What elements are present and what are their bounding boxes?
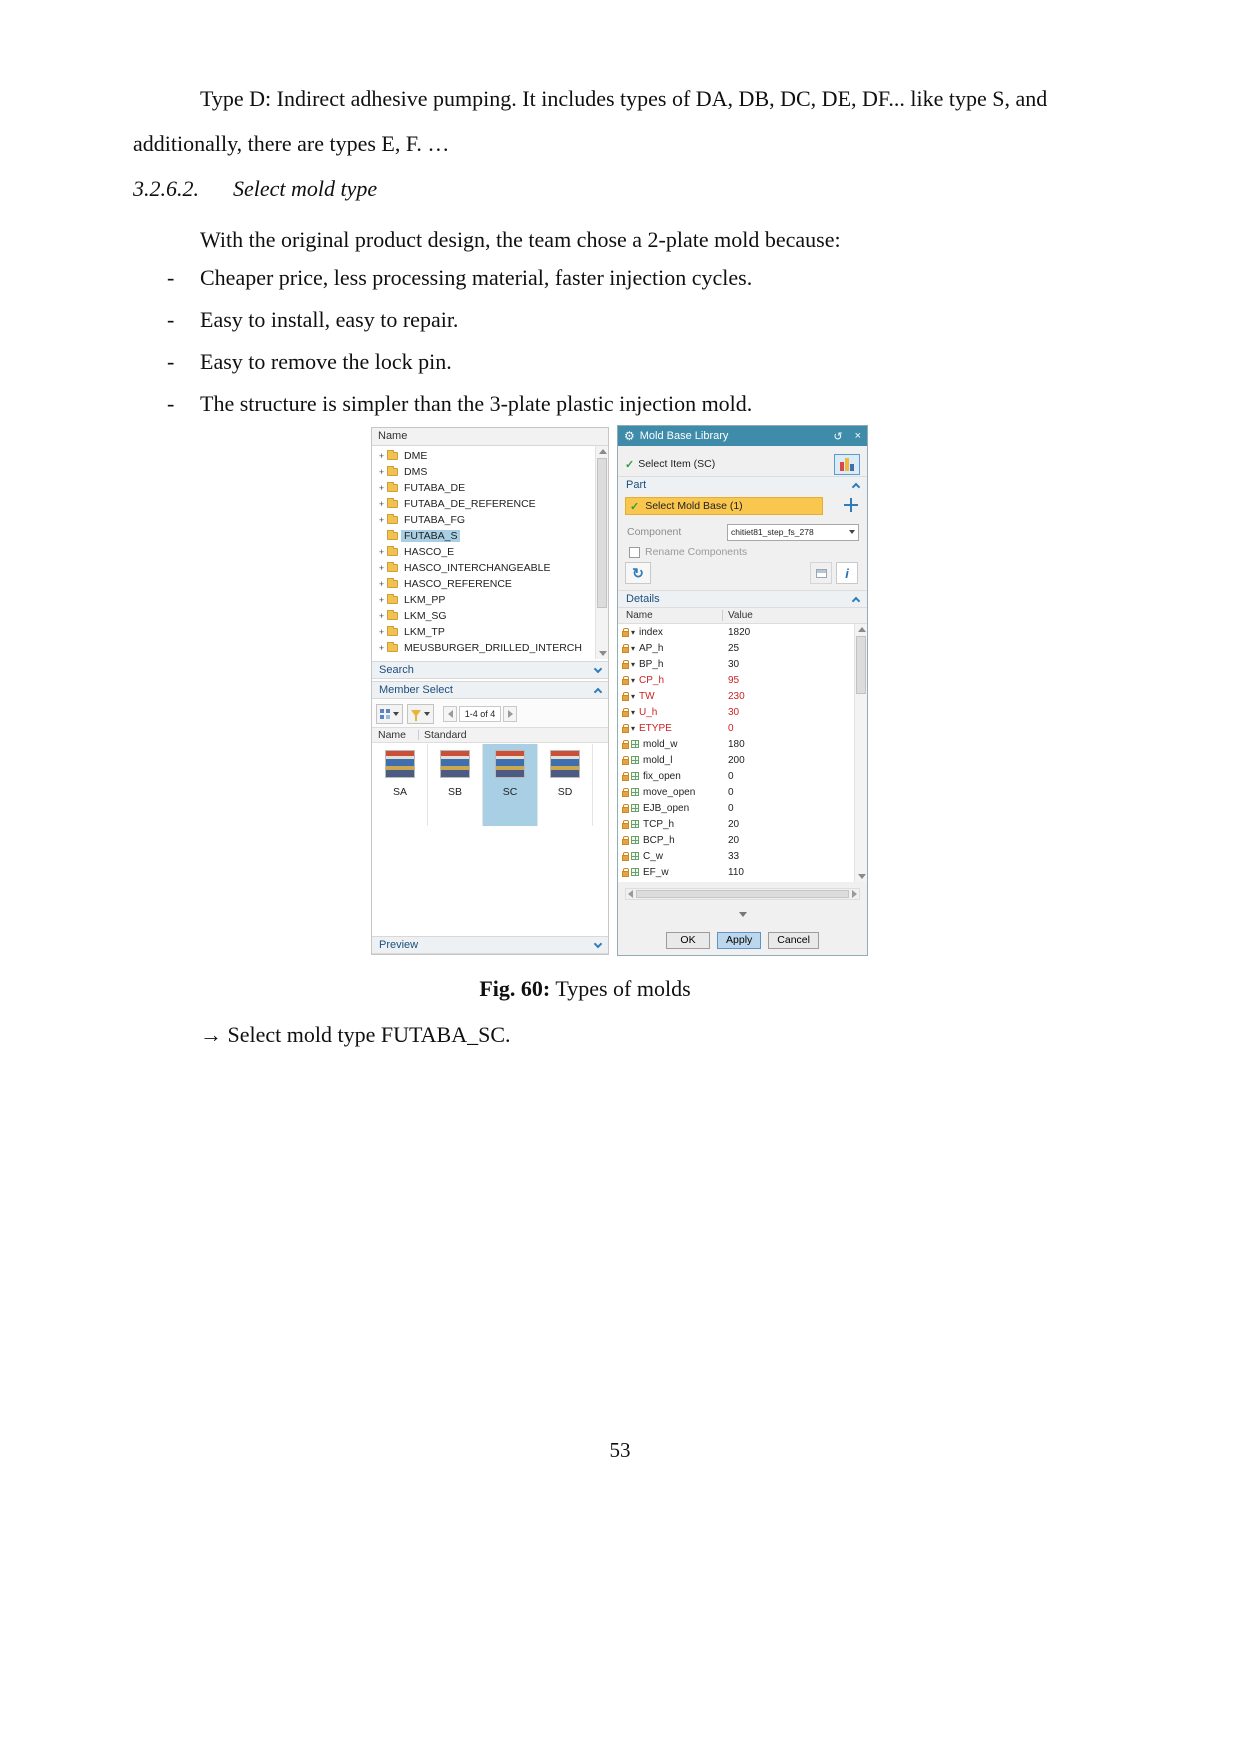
chevron-up-icon xyxy=(852,482,860,490)
tree-item-dme[interactable] xyxy=(372,448,595,464)
lock-icon xyxy=(622,727,629,733)
dialog-buttons xyxy=(618,929,867,951)
figure-caption: Fig. 60: Types of molds xyxy=(479,976,691,1001)
tree-item-futaba_fg[interactable] xyxy=(372,512,595,528)
pager xyxy=(443,706,517,722)
grid-icon xyxy=(631,772,639,780)
detail-value: 0 xyxy=(728,802,734,814)
mold-tree xyxy=(372,448,595,659)
expand-plus-icon[interactable]: + xyxy=(378,451,385,461)
filter-button[interactable] xyxy=(407,704,434,724)
paragraph-type-d: Type D: Indirect adhesive pumping. It includes types of DA, DB, DC, DE, DF... like type S, and additionally, there are types E, F. … xyxy=(133,86,1048,156)
pager-next-button[interactable] xyxy=(503,706,517,722)
lock-icon xyxy=(622,759,629,765)
detail-value: 0 xyxy=(728,770,734,782)
detail-value: 0 xyxy=(728,722,734,734)
bullet-dash: - xyxy=(167,307,175,332)
chevron-down-icon xyxy=(594,939,602,947)
filter-funnel-icon xyxy=(411,710,421,717)
folder-icon xyxy=(387,596,398,604)
tree-item-lkm_tp[interactable] xyxy=(372,624,595,640)
rotate-mold-base-button[interactable] xyxy=(625,562,651,584)
view-options-button[interactable] xyxy=(376,704,403,724)
detail-value: 200 xyxy=(728,754,745,766)
bullet-item: - Easy to install, easy to repair. xyxy=(167,299,1117,341)
component-dropdown[interactable]: chitiet81_step_fs_278 xyxy=(727,524,859,541)
expression-dropdown-icon: ▾ xyxy=(631,659,636,669)
detail-row-tcp_h[interactable] xyxy=(618,816,854,832)
expression-dropdown-icon: ▾ xyxy=(631,675,636,685)
chevron-up-icon xyxy=(852,596,860,604)
detail-name: EJB_open xyxy=(643,802,690,814)
bullet-dash: - xyxy=(167,265,175,290)
section-number: 3.2.6.2. xyxy=(133,176,199,201)
grid-icon xyxy=(631,788,639,796)
detail-value: 180 xyxy=(728,738,745,750)
dialog-body xyxy=(618,446,867,955)
expression-dropdown-icon: ▾ xyxy=(631,707,636,717)
member-grid xyxy=(373,744,593,826)
rename-components-row: Rename Components xyxy=(629,546,747,558)
reuse-library-button[interactable] xyxy=(834,454,860,475)
detail-row-ef_w[interactable] xyxy=(618,864,854,880)
tree-item-label: FUTABA_S xyxy=(401,530,460,542)
ok-button[interactable]: OK xyxy=(666,932,710,949)
figure-screenshot xyxy=(371,425,871,958)
detail-value: 20 xyxy=(728,834,740,846)
check-icon: ✓ xyxy=(630,500,640,513)
tree-item-label: FUTABA_DE_REFERENCE xyxy=(404,498,536,510)
detail-row-etype[interactable] xyxy=(618,720,854,736)
scroll-down-icon[interactable] xyxy=(599,651,607,656)
tree-item-lkm_sg[interactable] xyxy=(372,608,595,624)
tree-item-label: DME xyxy=(404,450,428,462)
component-row: Component chitiet81_step_fs_278 xyxy=(627,523,859,541)
detail-name: index xyxy=(639,626,663,638)
tree-item-futaba_de_reference[interactable] xyxy=(372,496,595,512)
select-mold-base-row[interactable]: ✓ Select Mold Base (1) xyxy=(625,497,823,515)
scroll-right-icon[interactable] xyxy=(852,890,857,898)
information-window-button[interactable] xyxy=(810,562,832,584)
member-columns-header: Name Standard xyxy=(372,727,608,743)
detail-row-c_w[interactable] xyxy=(618,848,854,864)
folder-icon xyxy=(387,644,398,652)
pager-prev-button[interactable] xyxy=(443,706,457,722)
detail-row-cp_h[interactable] xyxy=(618,672,854,688)
lock-icon xyxy=(622,743,629,749)
expand-plus-icon[interactable]: + xyxy=(378,627,385,637)
expand-plus-icon[interactable]: + xyxy=(378,515,385,525)
expand-plus-icon[interactable]: + xyxy=(378,483,385,493)
figure-label: Fig. 60: xyxy=(479,976,551,1001)
member-label: SD xyxy=(557,786,573,798)
tree-item-label: LKM_SG xyxy=(404,610,447,622)
detail-name: fix_open xyxy=(643,770,681,782)
catalog-panel xyxy=(371,427,609,955)
detail-value: 230 xyxy=(728,690,745,702)
folder-icon xyxy=(387,612,398,620)
lock-icon xyxy=(622,647,629,653)
panel-resize-handle[interactable] xyxy=(618,908,867,920)
paragraph-intro: With the original product design, the team chose a 2-plate mold because: xyxy=(200,227,841,252)
lock-icon xyxy=(622,823,629,829)
lock-icon xyxy=(622,695,629,701)
bullet-item: - The structure is simpler than the 3-plate plastic injection mold. xyxy=(167,383,1117,425)
folder-icon xyxy=(387,580,398,588)
detail-row-move_open[interactable] xyxy=(618,784,854,800)
check-icon: ✓ xyxy=(625,458,635,471)
detail-row-mold_w[interactable] xyxy=(618,736,854,752)
detail-name: TCP_h xyxy=(643,818,675,830)
member-label: SA xyxy=(392,786,407,798)
grid-icon xyxy=(631,836,639,844)
detail-name: AP_h xyxy=(639,642,664,654)
detail-value: 30 xyxy=(728,706,740,718)
detail-row-mold_l[interactable] xyxy=(618,752,854,768)
lock-icon xyxy=(622,631,629,637)
detail-value: 95 xyxy=(728,674,740,686)
preview-section-header[interactable]: Preview xyxy=(372,936,608,954)
window-icon xyxy=(816,569,827,578)
grid-icon xyxy=(631,868,639,876)
bullet-dash: - xyxy=(167,349,175,374)
caret-down-icon xyxy=(849,530,855,534)
lock-icon xyxy=(622,839,629,845)
expand-plus-icon[interactable]: + xyxy=(378,499,385,509)
library-icon xyxy=(840,462,844,471)
grid-icon xyxy=(631,756,639,764)
close-icon[interactable]: × xyxy=(854,430,861,442)
detail-value: 0 xyxy=(728,786,734,798)
tree-item-lkm_pp[interactable] xyxy=(372,592,595,608)
tool-icon-row xyxy=(625,562,860,586)
resize-arrow-icon xyxy=(739,912,747,917)
detail-row-index[interactable] xyxy=(618,624,854,640)
detail-name: CP_h xyxy=(639,674,665,686)
chevron-up-icon xyxy=(594,687,602,695)
mold-base-dialog xyxy=(617,425,868,956)
member-label: SC xyxy=(502,786,518,798)
information-button[interactable] xyxy=(836,562,858,584)
tree-scrollbar[interactable] xyxy=(595,446,608,659)
tree-item-label: HASCO_INTERCHANGEABLE xyxy=(404,562,551,574)
pager-count: 1-4 of 4 xyxy=(459,706,501,722)
member-label: SB xyxy=(447,786,462,798)
point-constructor-icon[interactable] xyxy=(844,498,858,512)
grid-view-icon xyxy=(380,709,390,719)
detail-name: U_h xyxy=(639,706,658,718)
lock-icon xyxy=(622,711,629,717)
lock-icon xyxy=(622,679,629,685)
member-cell-sa[interactable] xyxy=(373,744,428,826)
tree-item-hasco_e[interactable] xyxy=(372,544,595,560)
scroll-down-icon[interactable] xyxy=(858,874,866,879)
folder-icon xyxy=(387,484,398,492)
tree-item-label: MEUSBURGER_DRILLED_INTERCH xyxy=(404,642,582,654)
search-section-header[interactable]: Search xyxy=(372,661,608,679)
lock-icon xyxy=(622,663,629,669)
tree-item-label: FUTABA_DE xyxy=(404,482,466,494)
detail-value: 1820 xyxy=(728,626,751,638)
apply-button[interactable]: Apply xyxy=(717,932,761,949)
folder-icon xyxy=(387,532,398,540)
grid-icon xyxy=(631,740,639,748)
folder-icon xyxy=(387,516,398,524)
expand-plus-icon[interactable]: + xyxy=(378,563,385,573)
tree-item-label: HASCO_E xyxy=(404,546,455,558)
bullet-item: - Easy to remove the lock pin. xyxy=(167,341,1117,383)
detail-name: BP_h xyxy=(639,658,664,670)
part-section-header[interactable]: Part xyxy=(618,476,867,493)
expand-plus-icon[interactable]: + xyxy=(378,595,385,605)
grid-icon xyxy=(631,820,639,828)
tree-item-futaba_de[interactable] xyxy=(372,480,595,496)
details-table-header: Name Value xyxy=(618,608,867,624)
scroll-thumb[interactable] xyxy=(636,890,849,898)
folder-icon xyxy=(387,452,398,460)
next-icon xyxy=(508,710,513,718)
tree-item-hasco_reference[interactable] xyxy=(372,576,595,592)
prev-icon xyxy=(448,710,453,718)
detail-value: 30 xyxy=(728,658,740,670)
grid-icon xyxy=(631,804,639,812)
bullet-list xyxy=(167,257,1117,425)
details-scrollbar[interactable] xyxy=(854,624,867,882)
member-cell-sc[interactable] xyxy=(483,744,538,826)
info-icon: i xyxy=(845,565,849,581)
tree-item-label: DMS xyxy=(404,466,428,478)
note-line: → Select mold type FUTABA_SC. xyxy=(200,1022,511,1047)
grid-icon xyxy=(631,852,639,860)
tree-item-dms[interactable] xyxy=(372,464,595,480)
expand-plus-icon[interactable]: + xyxy=(378,547,385,557)
lock-icon xyxy=(622,807,629,813)
detail-row-fix_open[interactable] xyxy=(618,768,854,784)
detail-value: 33 xyxy=(728,850,740,862)
folder-icon xyxy=(387,468,398,476)
detail-name: mold_l xyxy=(643,754,673,766)
lock-icon xyxy=(622,775,629,781)
detail-name: TW xyxy=(639,690,655,702)
detail-name: BCP_h xyxy=(643,834,675,846)
details-table xyxy=(618,607,867,882)
mold-thumbnail xyxy=(550,750,580,778)
bullet-item: - Cheaper price, less processing material, faster injection cycles. xyxy=(167,257,1117,299)
detail-row-bp_h[interactable] xyxy=(618,656,854,672)
lock-icon xyxy=(622,791,629,797)
details-hscrollbar[interactable] xyxy=(625,888,860,900)
expand-plus-icon[interactable]: + xyxy=(378,611,385,621)
reset-icon[interactable]: ↺ xyxy=(833,430,843,443)
scroll-thumb[interactable] xyxy=(856,636,866,694)
scroll-left-icon[interactable] xyxy=(628,890,633,898)
expression-dropdown-icon: ▾ xyxy=(631,627,636,637)
detail-row-ejb_open[interactable] xyxy=(618,800,854,816)
detail-name: move_open xyxy=(643,786,696,798)
mold-thumbnail xyxy=(385,750,415,778)
tree-item-label: HASCO_REFERENCE xyxy=(404,578,512,590)
detail-value: 25 xyxy=(728,642,740,654)
scroll-up-icon[interactable] xyxy=(599,449,607,454)
tree-item-label: LKM_PP xyxy=(404,594,446,606)
tree-item-hasco_interchangeable[interactable] xyxy=(372,560,595,576)
expand-plus-icon[interactable]: + xyxy=(378,579,385,589)
chevron-down-icon xyxy=(594,664,602,672)
expand-plus-icon[interactable]: + xyxy=(378,467,385,477)
dialog-titlebar[interactable] xyxy=(618,426,867,446)
tree-item-label: FUTABA_FG xyxy=(404,514,466,526)
detail-name: EF_w xyxy=(643,866,669,878)
detail-value: 110 xyxy=(728,866,744,878)
detail-row-u_h[interactable] xyxy=(618,704,854,720)
detail-name: C_w xyxy=(643,850,664,862)
detail-row-ap_h[interactable] xyxy=(618,640,854,656)
folder-icon xyxy=(387,628,398,636)
bullet-dash: - xyxy=(167,391,175,416)
expand-plus-icon[interactable]: + xyxy=(378,643,385,653)
details-section-header[interactable]: Details xyxy=(618,590,867,607)
tree-header: Name xyxy=(372,428,608,446)
tree-item-label: LKM_TP xyxy=(404,626,445,638)
member-cell-sb[interactable] xyxy=(428,744,483,826)
mold-thumbnail xyxy=(495,750,525,778)
expression-dropdown-icon: ▾ xyxy=(631,691,636,701)
cancel-button[interactable]: Cancel xyxy=(768,932,819,949)
scroll-up-icon[interactable] xyxy=(858,627,866,632)
select-item-row[interactable]: ✓ Select Item (SC) xyxy=(625,453,860,475)
detail-name: mold_w xyxy=(643,738,678,750)
dialog-title: Mold Base Library xyxy=(639,430,729,442)
member-select-section-header[interactable]: Member Select xyxy=(372,681,608,699)
mold-thumbnail xyxy=(440,750,470,778)
rename-components-checkbox[interactable] xyxy=(629,547,640,558)
detail-value: 20 xyxy=(728,818,740,830)
section-title: Select mold type xyxy=(233,176,378,201)
expression-dropdown-icon: ▾ xyxy=(631,723,636,733)
tree-item-meusburger_drilled_interch[interactable] xyxy=(372,640,595,656)
scroll-thumb[interactable] xyxy=(597,458,607,608)
lock-icon xyxy=(622,871,629,877)
expression-dropdown-icon: ▾ xyxy=(631,643,636,653)
member-toolbar xyxy=(372,700,608,727)
gear-icon: ⚙ xyxy=(624,429,635,443)
caret-down-icon xyxy=(424,712,430,716)
page-number: 53 xyxy=(609,1438,631,1462)
folder-icon xyxy=(387,548,398,556)
rotate-icon: ↻ xyxy=(632,564,644,581)
detail-row-bcp_h[interactable] xyxy=(618,832,854,848)
section-heading xyxy=(133,176,377,202)
detail-name: ETYPE xyxy=(639,722,672,734)
tree-area xyxy=(372,446,608,659)
caret-down-icon xyxy=(393,712,399,716)
folder-icon xyxy=(387,500,398,508)
tree-item-futaba_s[interactable] xyxy=(372,528,595,544)
folder-icon xyxy=(387,564,398,572)
member-cell-sd[interactable] xyxy=(538,744,593,826)
lock-icon xyxy=(622,855,629,861)
details-table-body xyxy=(618,624,854,882)
detail-row-tw[interactable] xyxy=(618,688,854,704)
